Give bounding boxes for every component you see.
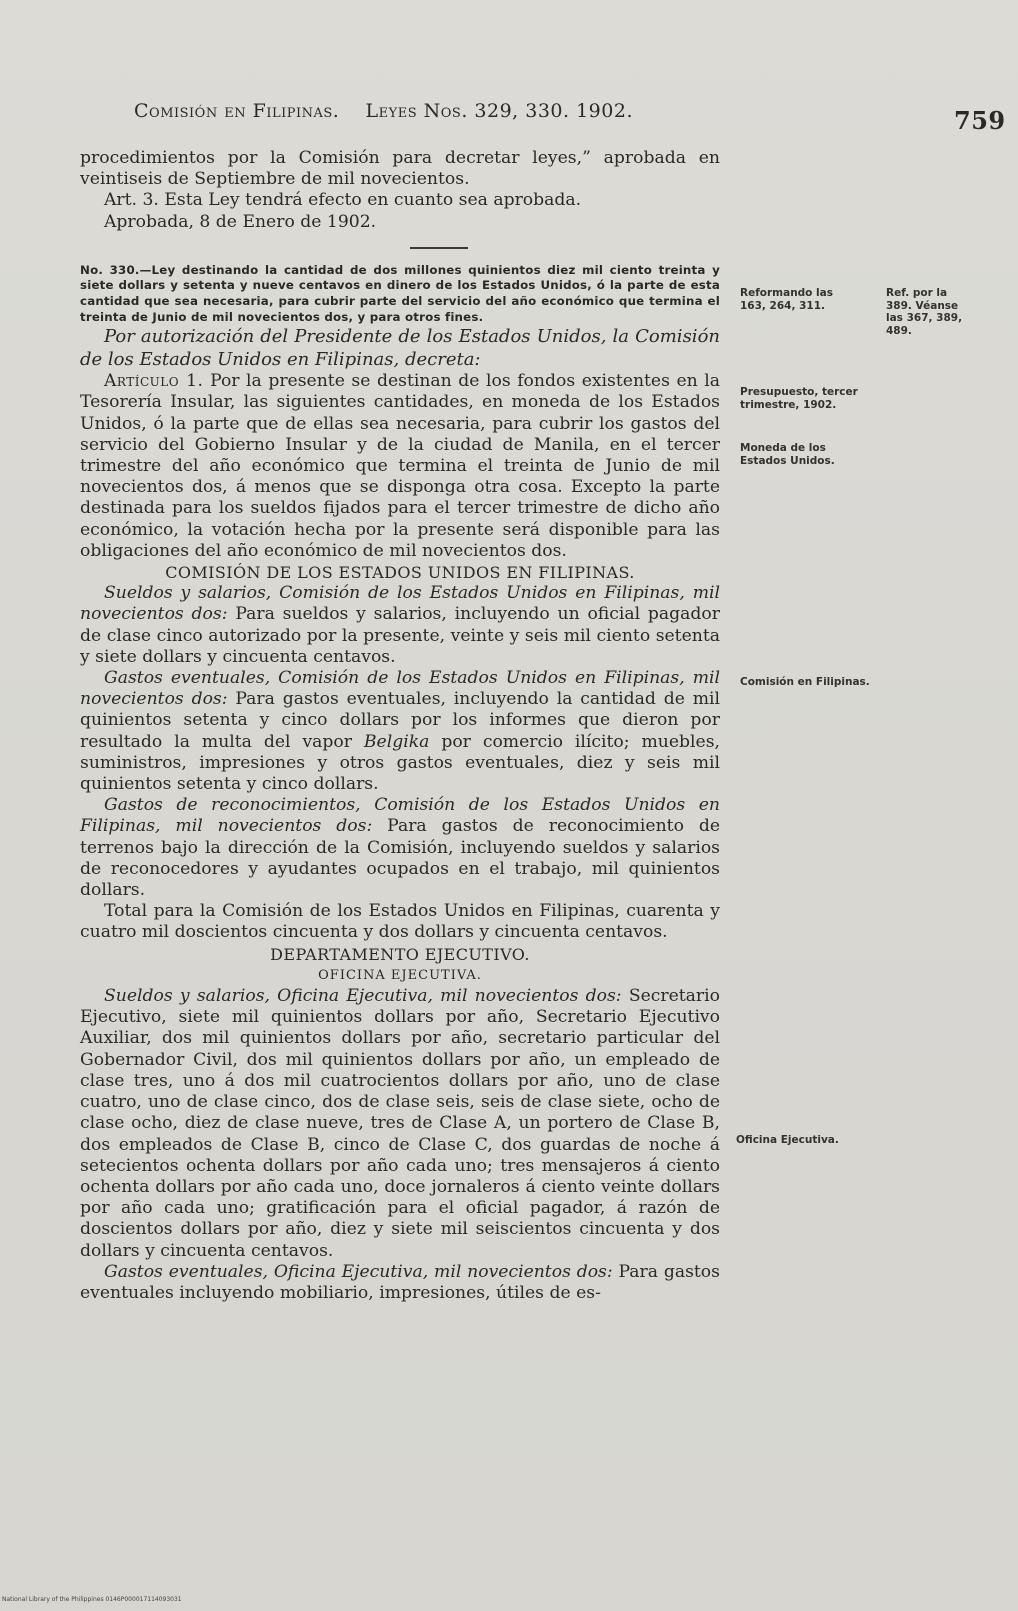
running-header	[134, 100, 1006, 135]
bill-heading: No. 330.—Ley destinando la cantidad de dos millones quinientos diez mil ciento treinta y siete dollars y setenta y nueve centavos en dinero de los Estados Unidos, ó la parte de esta cantidad que sea necesaria, para cubrir parte del servicio del año económico que termina el treinta de Junio de mil novecientos dos, y para otros fines.	[80, 262, 720, 324]
executive-salaries-heading: Sueldos y salarios, Oficina Ejecutiva, mil novecientos dos:	[104, 986, 622, 1007]
executive-contingent-text: Para gastos eventuales incluyendo mobiliario, impresiones, útiles de es-	[80, 1261, 720, 1303]
executive-salaries	[80, 986, 720, 1262]
divider-rule	[410, 247, 468, 249]
margin-note-moneda: Moneda de los Estados Unidos.	[740, 442, 835, 467]
commission-contingent-text-b: por comercio ilícito; muebles, suministros, impresiones y otros gastos eventuales, diez y seis mil quinientos setenta y cinco dollars.	[80, 731, 720, 795]
section-title-executive: DEPARTAMENTO EJECUTIVO.	[270, 944, 530, 964]
commission-surveys-text: Para gastos de reconocimiento de terrenos bajo la dirección de la Comisión, incluyendo sueldos y salarios de reconocedores y ayudantes ocupados en el trabajo, mil quinientos dollars.	[80, 816, 721, 901]
prev-law-tail: procedimientos por la Comisión para decretar leyes,” aprobada en veintiseis de Septiembre de mil novecientos.	[80, 148, 720, 190]
executive-contingent-heading: Gastos eventuales, Oficina Ejecutiva, mil novecientos dos:	[104, 1261, 613, 1282]
margin-note-comision: Comisión en Filipinas.	[740, 676, 870, 688]
commission-contingent-text-a: Para gastos eventuales, incluyendo la cantidad de mil quinientos setenta y cinco dollars por los informes que dieron por resultado la multa del vapor	[80, 689, 720, 752]
commission-contingent-heading: Gastos eventuales, Comisión de los Estados Unidos en Filipinas, mil novecientos dos:	[80, 668, 720, 710]
header-left: Comisión en Filipinas.	[134, 100, 340, 122]
commission-surveys-heading: Gastos de reconocimientos, Comisión de los Estados Unidos en Filipinas, mil novecientos dos:	[80, 795, 720, 837]
commission-contingent	[80, 668, 720, 795]
margin-note-ref: Ref. por la 389. Véanse las 367, 389, 489.	[886, 287, 963, 337]
executive-contingent	[80, 1262, 720, 1304]
article-1-text: Por la presente se destinan de los fondos existentes en la Tesorería Insular, las siguientes cantidades, en moneda de los Estados Unidos, ó la parte que de ellas sea necesaria, para cubrir los gastos del servicio del Gobierno Insular y de la ciudad de Manila, en el tercer trimestre del año económico que termina el treinta de Junio de mil novecientos dos, á menos que se disponga otra cosa. Excepto la parte destinada para los sueldos fijados para el tercer trimestre de dicho año económico, la votación hecha por la presente será disponible para las obligaciones del año económico de mil novecientos dos.	[80, 371, 720, 561]
page-number: 759	[954, 106, 1006, 135]
prev-law-art3: Art. 3. Esta Ley tendrá efecto en cuanto sea aprobada.	[104, 190, 582, 211]
margin-note-oficina: Oficina Ejecutiva.	[736, 1134, 839, 1146]
commission-salaries-text: Para sueldos y salarios, incluyendo un oficial pagador de clase cinco autorizado por la presente, veinte y seis mil ciento setenta y siete dollars y cincuenta centavos.	[80, 604, 720, 667]
section-subtitle-office: OFICINA EJECUTIVA.	[318, 967, 482, 983]
section-title-commission: COMISIÓN DE LOS ESTADOS UNIDOS EN FILIPINAS.	[165, 563, 635, 583]
header-center: Leyes Nos. 329, 330. 1902.	[365, 100, 633, 122]
executive-salaries-text: Secretario Ejecutivo, siete mil quinientos dollars por año, Secretario Ejecutivo Auxiliar, dos mil quinientos dollars por año, secretario particular del Gobernador Civil, dos mil quinientos dollars por año, un empleado de clase tres, uno á dos mil cuatrocientos dollars por año, uno de clase cuatro, uno de clase cinco, dos de clase seis, seis de clase siete, ocho de clase ocho, diez de clase nueve, tres de Clase A, un portero de Clase B, dos empleados de Clase B, cinco de Clase C, dos guardas de noche á setecientos ochenta dollars por año cada uno; tres mensajeros á ciento ochenta dollars por año cada uno, doce jornaleros á ciento veinte dollars por año cada uno; gratificación para el oficial pagador, á razón de doscientos dollars por año, diez y siete mil seiscientos cincuenta y dos dollars y cincuenta centavos.	[80, 986, 720, 1261]
margin-note-reformando: Reformando las 163, 264, 311.	[740, 287, 833, 312]
article-1	[80, 371, 720, 562]
main-text-column	[80, 148, 720, 1304]
article-1-label: Artículo 1.	[104, 371, 204, 392]
commission-surveys	[80, 795, 720, 901]
commission-salaries	[80, 583, 720, 668]
commission-salaries-heading: Sueldos y salarios, Comisión de los Estados Unidos en Filipinas, mil novecientos dos:	[80, 583, 720, 625]
margin-note-presupuesto: Presupuesto, tercer trimestre, 1902.	[740, 386, 858, 411]
enacting-clause: Por autorización del Presidente de los Estados Unidos, la Comisión de los Estados Unidos en Filipinas, decreta:	[80, 326, 720, 371]
prev-law-approved: Aprobada, 8 de Enero de 1902.	[104, 211, 377, 232]
scan-footer: National Library of the Philippines 0146P000017114093031	[2, 1596, 182, 1603]
commission-total: Total para la Comisión de los Estados Unidos en Filipinas, cuarenta y cuatro mil doscientos cincuenta y dos dollars y cincuenta centavos.	[80, 901, 720, 943]
ship-name: Belgika	[363, 731, 430, 752]
